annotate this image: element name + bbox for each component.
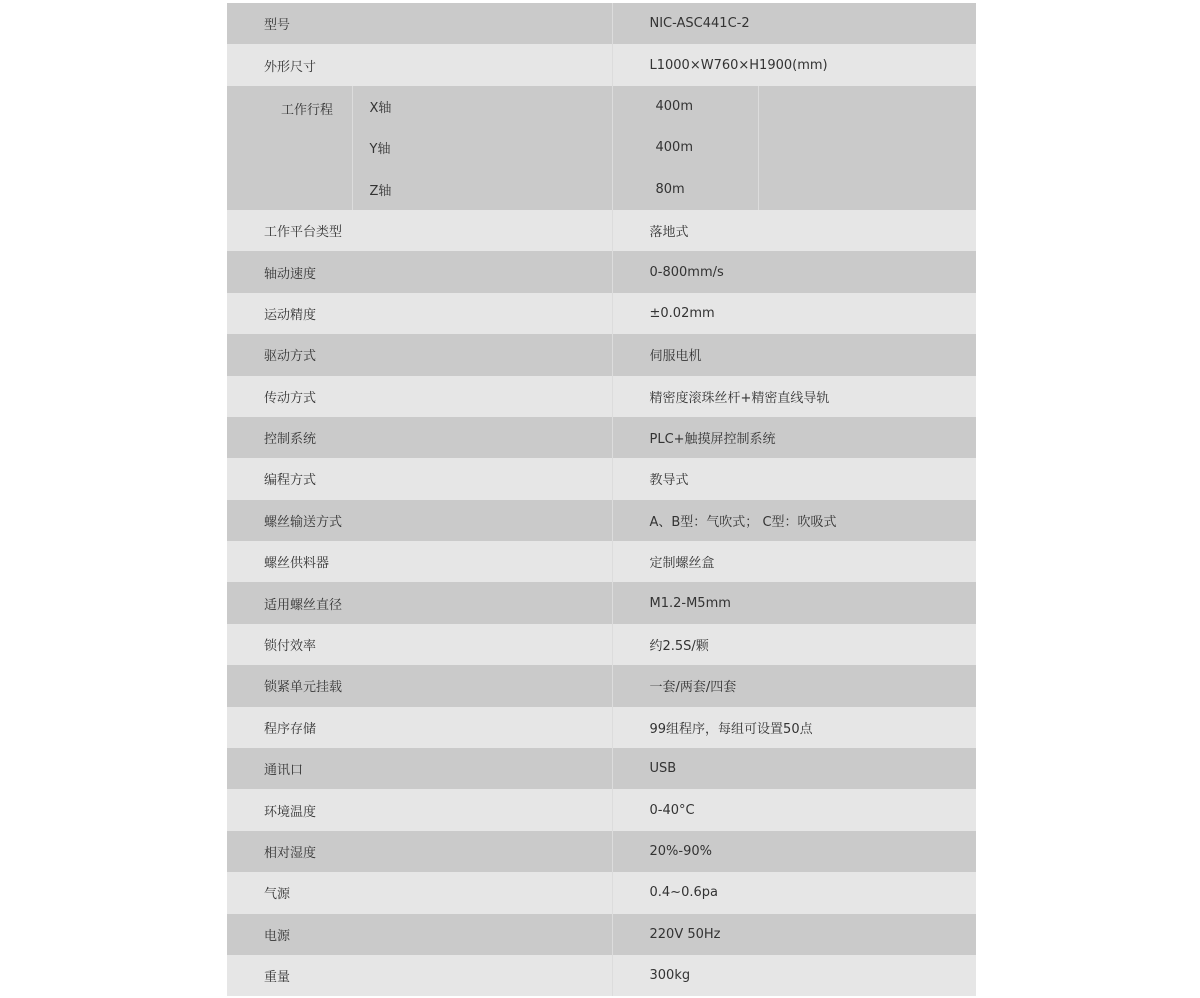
spec-row [227,665,976,706]
spec-value: NIC-ASC441C-2 [612,3,976,44]
spec-table [227,3,976,996]
spec-row [227,293,976,334]
spec-value: 300kg [612,955,976,996]
spec-row [227,376,976,417]
axis-label-y: Y轴 [352,127,612,168]
spec-label: 控制系统 [227,417,612,458]
spec-value: 教导式 [612,458,976,499]
spec-label: 程序存储 [227,707,612,748]
spec-value: M1.2-M5mm [612,582,976,623]
spec-value: 0.4~0.6pa [612,872,976,913]
spec-row [227,334,976,375]
spec-row-stroke-x [227,86,976,127]
spec-table-body [227,3,976,996]
axis-value-y: 400m [612,127,758,168]
axis-label-z: Z轴 [352,169,612,210]
spec-row [227,541,976,582]
spec-label: 螺丝输送方式 [227,500,612,541]
spec-label: 通讯口 [227,748,612,789]
spec-label: 驱动方式 [227,334,612,375]
spec-label: 传动方式 [227,376,612,417]
spec-row [227,789,976,830]
spec-value: 伺服电机 [612,334,976,375]
spec-label: 相对湿度 [227,831,612,872]
spec-row [227,748,976,789]
axis-value-z: 80m [612,169,758,210]
spec-value: PLC+触摸屏控制系统 [612,417,976,458]
spec-row [227,872,976,913]
spec-value: 0-800mm/s [612,251,976,292]
axis-label-x: X轴 [352,86,612,127]
spec-row [227,624,976,665]
spec-value: 约2.5S/颗 [612,624,976,665]
spec-row-dimensions [227,44,976,85]
spec-label: 运动精度 [227,293,612,334]
spec-row [227,417,976,458]
spec-label: 重量 [227,955,612,996]
spec-row [227,955,976,996]
spec-value: 20%-90% [612,831,976,872]
spec-value: L1000×W760×H1900(mm) [612,44,976,85]
spec-label: 电源 [227,914,612,955]
axis-value-x: 400m [612,86,758,127]
spec-row [227,500,976,541]
spec-row [227,251,976,292]
spec-row [227,831,976,872]
spec-value: 220V 50Hz [612,914,976,955]
spec-row-model [227,3,976,44]
spec-value: 0-40°C [612,789,976,830]
spec-row [227,210,976,251]
spec-value: 99组程序，每组可设置50点 [612,707,976,748]
spec-row [227,707,976,748]
spec-value: 定制螺丝盒 [612,541,976,582]
spec-value: 精密度滚珠丝杆+精密直线导轨 [612,376,976,417]
spec-value: 落地式 [612,210,976,251]
spec-row [227,458,976,499]
spec-label: 外形尺寸 [227,44,612,85]
spec-label: 适用螺丝直径 [227,582,612,623]
spec-label: 螺丝供料器 [227,541,612,582]
spec-label: 气源 [227,872,612,913]
spec-value: A、B型：气吹式； C型：吹吸式 [612,500,976,541]
spec-label: 工作平台类型 [227,210,612,251]
spec-value: USB [612,748,976,789]
spec-label: 型号 [227,3,612,44]
spec-label: 轴动速度 [227,251,612,292]
spec-row [227,914,976,955]
stroke-label: 工作行程 [227,86,352,210]
spec-label: 锁紧单元挂载 [227,665,612,706]
spec-label: 环境温度 [227,789,612,830]
spec-row [227,582,976,623]
spec-label: 锁付效率 [227,624,612,665]
stroke-empty-cell [758,86,976,210]
spec-value: ±0.02mm [612,293,976,334]
spec-value: 一套/两套/四套 [612,665,976,706]
spec-label: 编程方式 [227,458,612,499]
